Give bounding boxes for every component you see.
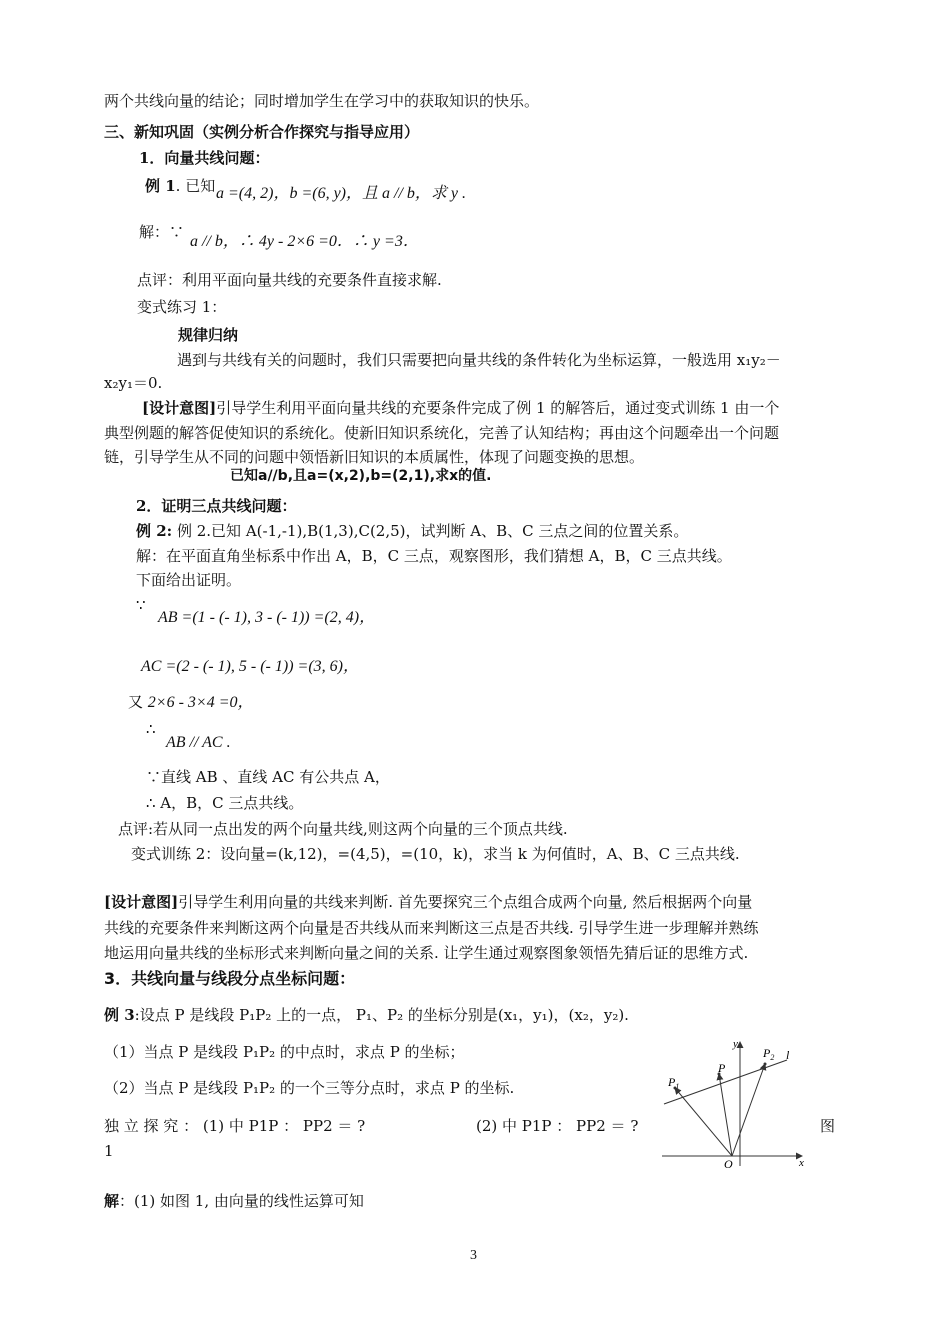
ac-vector-eq: AC =(2 - (- 1), 5 - (- 1)) =(3, 6)， [141,658,359,675]
therefore-symbol: ∴ [146,720,156,738]
design-intent-1-label: [设计意图] [142,399,217,417]
example-3-line [104,1005,629,1025]
figure-1-diagram [662,1036,832,1176]
solution-3-line [104,1191,364,1211]
example-2-line [136,521,688,541]
example-3-text: :设点 P 是线段 P₁P₂ 上的一点， P₁、P₂ 的坐标分别是(x₁，y₁)，(x₂，y₂). [134,1006,629,1024]
solution-2-line: 解：在平面直角坐标系中作出 A，B，C 三点，观察图形，我们猜想 A，B，C 三点共线。 [136,547,732,565]
rule-text-1: 遇到与共线有关的问题时，我们只需要把向量共线的条件转化为坐标运算，一般选用 x₁y₂－ [177,351,781,369]
example-3-label: 例 3 [104,1006,135,1024]
design-intent-2-line3: 地运用向量共线的坐标形式来判断向量之间的关系. 让学生通过观察图象领悟先猜后证的思维方式. [104,944,749,962]
explore-part-2: (2) 中 P1P ： PP2 ＝ ? [476,1117,639,1135]
also-label: 又 [128,693,144,711]
origin-label: O [724,1157,733,1171]
variant-1: 变式练习 1： [137,298,227,316]
figure-label-number: 1 [104,1142,114,1160]
design-intent-2-text: 引导学生利用向量的共线来判断. 首先要探究三个点组合成两个向量, 然后根据两个向量 [178,893,753,911]
also-line [128,692,254,713]
point-p2 [764,1063,767,1066]
solution-3-text: ：(1) 如图 1, 由向量的线性运算可知 [119,1192,364,1210]
collinear-conclusion: ∴ A，B，C 三点共线。 [146,794,304,812]
figure-label: 图 [820,1117,836,1135]
design-intent-1-text: 引导学生利用平面向量共线的充要条件完成了例 1 的解答后，通过变式训练 1 由一个 [216,399,780,417]
comment-1: 点评：利用平面向量共线的充要条件直接求解. [137,271,442,289]
design-intent-2-line2: 共线的充要条件来判断这两个向量是否共线从而来判断这三点是否共线. 引导学生进一步理解并熟练 [104,919,759,937]
vector-op [719,1074,732,1156]
vector-op1 [675,1088,732,1156]
variant-2: 变式训练 2：设向量=(k,12)，=(4,5)，=(10，k)，求当 k 为何值时，A、B、C 三点共线. [131,845,740,863]
proof-intro: 下面给出证明。 [136,571,242,589]
design-intent-2-label: [设计意图] [104,893,179,911]
ab-vector-eq: AB =(1 - (- 1), 3 - (- 1)) =(2, 4)， [158,609,376,626]
p2-label: $P_2$ [763,1046,775,1062]
design-intent-2 [104,892,752,912]
design-intent-1 [142,398,779,418]
solution-1-formula: a // b，∴ 4y - 2×6 =0．∴ y =3． [190,233,419,250]
because-symbol: ∵ [136,596,146,614]
example-2-label: 例 2: [136,522,173,540]
example-2-text: 例 2.已知 A(-1,-1),B(1,3),C(2,5)，试判断 A、B、C 三点之间的位置关系。 [172,522,689,540]
solution-1-label: 解：∵ [139,223,185,241]
example-1-prefix: . 已知 [175,177,216,195]
p-label: P [718,1061,726,1075]
question-1: （1）当点 P 是线段 P₁P₂ 的中点时，求点 P 的坐标； [104,1043,465,1061]
solution-3-label: 解 [104,1192,120,1210]
comment-2: 点评:若从同一点出发的两个向量共线,则这两个向量的三个顶点共线. [118,820,568,838]
ab-parallel-ac: AB // AC . [166,734,231,751]
question-2: （2）当点 P 是线段 P₁P₂ 的一个三等分点时，求点 P 的坐标. [104,1079,515,1097]
subheading-3: 3．共线向量与线段分点坐标问题： [104,969,356,988]
x-axis-label: x [799,1157,804,1169]
section-3-heading: 三、新知巩固（实例分析合作探究与指导应用） [104,123,420,141]
rule-heading: 规律归纳 [178,326,239,344]
example-1-label: 例 1 [145,177,176,195]
subheading-1: 1．向量共线问题： [139,149,270,167]
explore-part-1: 独 立 探 究 ： (1) 中 P1P ： PP2 ＝ ? [104,1117,366,1135]
example-1-formula: a =(4, 2)，b =(6, y)，且 a // b，求 y . [216,185,467,202]
common-point-line: ∵直线 AB 、直线 AC 有公共点 A， [146,768,390,786]
p1-label: $P_1$ [668,1075,680,1091]
subheading-2: 2．证明三点共线问题： [136,497,297,515]
page-number: 3 [470,1248,477,1263]
intro-line: 两个共线向量的结论；同时增加学生在学习中的获取知识的快乐。 [104,92,540,110]
design-intent-1-line3: 链，引导学生从不同的问题中领悟新旧知识的本质属性，体现了问题变换的思想。 [104,448,645,466]
line-l-label: l [786,1048,790,1062]
rule-text-2: x₂y₁＝0. [104,374,163,392]
variant-1-problem: 已知a//b,且a=(x,2),b=(2,1),求x的值. [230,468,492,484]
y-axis-label: y [733,1038,738,1050]
example-1-line [145,176,215,196]
design-intent-1-line2: 典型例题的解答促使知识的系统化。使新旧知识系统化，完善了认知结构；再由这个问题牵出一个问题 [104,424,780,442]
also-formula: 2×6 - 3×4 =0， [147,694,254,711]
